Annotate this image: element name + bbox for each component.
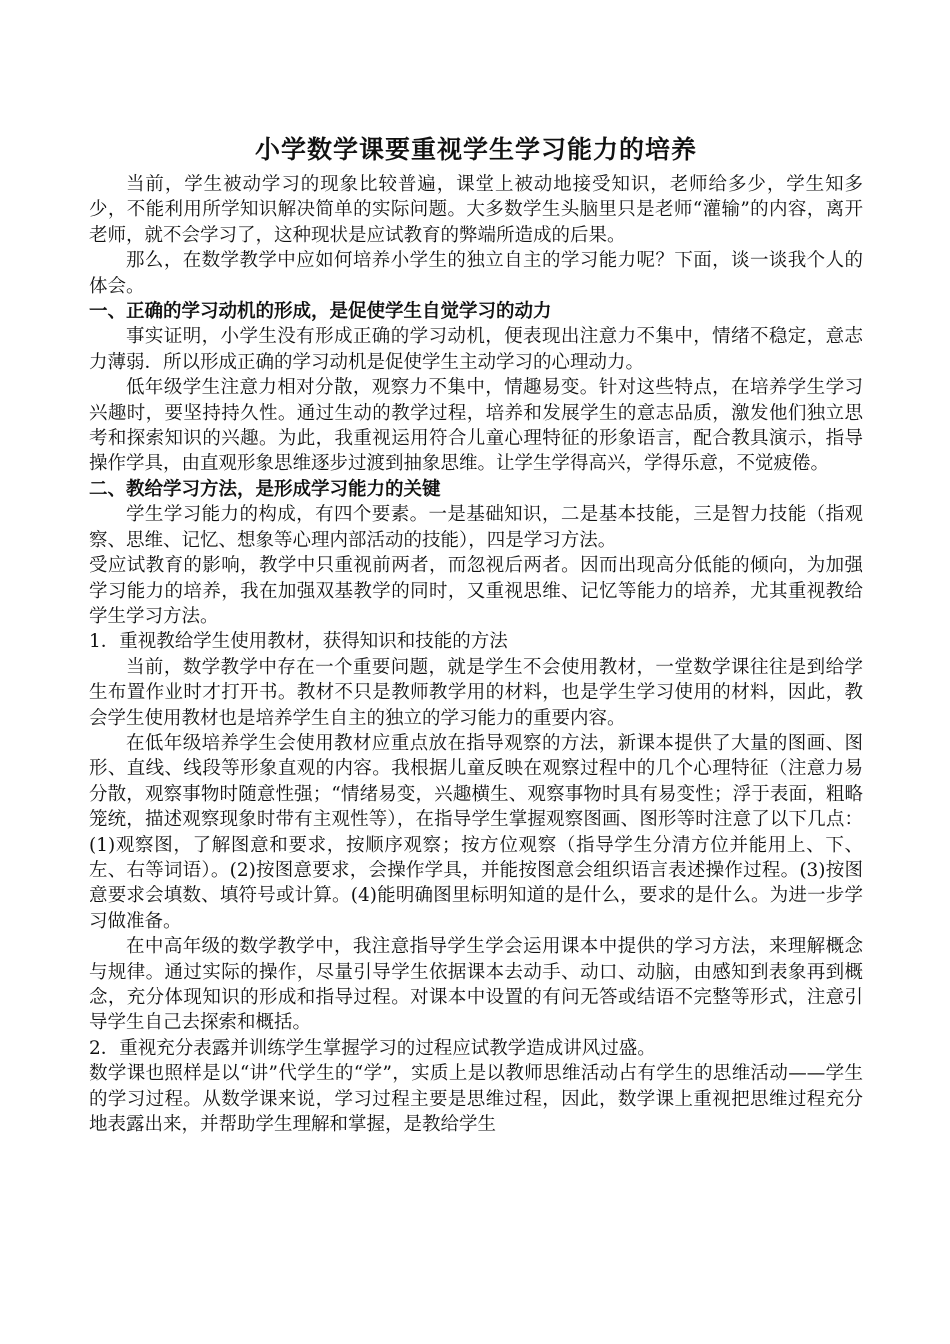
body-paragraph: 数学课也照样是以“讲”代学生的“学”，实质上是以教师思维活动占有学生的思维活动——学生的学习过程。从数学课来说，学习过程主要是思维过程，因此，数学课上重视把思维过程充分地表露出来，并帮助学生理解和掌握，是教给学生 bbox=[89, 1063, 863, 1136]
body-paragraph: 受应试教育的影响，教学中只重视前两者，而忽视后两者。因而出现高分低能的倾向，为加强学习能力的培养，我在加强双基教学的同时，又重视思维、记忆等能力的培养，尤其重视教给学生学习方法。 bbox=[89, 555, 863, 627]
body-paragraph: 在低年级培养学生会使用教材应重点放在指导观察的方法，新课本提供了大量的图画、图形、直线、线段等形象直观的内容。我根据儿童反映在观察过程中的几个心理特征（注意力易分散，观察事物时随意性强；“情绪易变，兴趣横生、观察事物时具有易变性；浮于表面，粗略笼统，描述观察现象时带有主观性等），在指导学生掌握观察图画、图形等时注意了以下几点：(1)观察图，了解图意和要求，按顺序观察；按方位观察（指导学生分清方位并能用上、下、左、右等词语）。(2)按图意要求，会操作学具，并能按图意会组织语言表述操作过程。(3)按图意要求会填数、填符号或计算。(4)能明确图里标明知道的是什么，要求的是什么。为进一步学习做准备。 bbox=[89, 732, 863, 932]
document-title: 小学数学课要重视学生学习能力的培养 bbox=[254, 135, 697, 164]
body-paragraph: 学生学习能力的构成，有四个要素。一是基础知识，二是基本技能，三是智力技能（指观察、思维、记忆、想象等心理内部活动的技能），四是学习方法。 bbox=[89, 504, 863, 551]
subsection-heading: 1．重视教给学生使用教材，获得知识和技能的方法 bbox=[89, 631, 508, 653]
document-body bbox=[89, 172, 863, 1137]
body-paragraph: 低年级学生注意力相对分散，观察力不集中，情趣易变。针对这些特点，在培养学生学习兴趣时，要坚持持久性。通过生动的教学过程，培养和发展学生的意志品质，激发他们独立思考和探索知识的兴趣。为此，我重视运用符合儿童心理特征的形象语言，配合教具演示，指导操作学具，由直观形象思维逐步过渡到抽象思维。让学生学得高兴，学得乐意，不觉疲倦。 bbox=[89, 377, 863, 475]
body-paragraph: 在中高年级的数学教学中，我注意指导学生学会运用课本中提供的学习方法，来理解概念与规律。通过实际的操作，尽量引导学生依据课本去动手、动口、动脑，由感知到表象再到概念，充分体现知识的形成和指导过程。对课本中设置的有问无答或结语不完整等形式，注意引导学生自己去探索和概括。 bbox=[89, 936, 863, 1034]
body-paragraph: 那么，在数学教学中应如何培养小学生的独立自主的学习能力呢？下面，谈一谈我个人的体会。 bbox=[89, 250, 863, 297]
section-heading: 一、正确的学习动机的形成，是促使学生自觉学习的动力 bbox=[89, 301, 552, 323]
subsection-heading: 2．重视充分表露并训练学生掌握学习的过程应试教学造成讲风过盛。 bbox=[89, 1037, 656, 1059]
section-heading: 二、教给学习方法，是形成学习能力的关键 bbox=[89, 478, 441, 500]
body-paragraph: 当前，数学教学中存在一个重要问题，就是学生不会使用教材，一堂数学课往往是到给学生布置作业时才打开书。教材不只是教师教学用的材料，也是学生学习使用的材料，因此，教会学生使用教材也是培养学生自主的独立的学习能力的重要内容。 bbox=[89, 656, 863, 729]
body-paragraph: 当前，学生被动学习的现象比较普遍，课堂上被动地接受知识，老师给多少，学生知多少，不能利用所学知识解决简单的实际问题。大多数学生头脑里只是老师“灌输”的内容，离开老师，就不会学习了，这种现状是应试教育的弊端所造成的后果。 bbox=[89, 174, 863, 246]
document-page bbox=[89, 132, 863, 1137]
body-paragraph: 事实证明，小学生没有形成正确的学习动机，便表现出注意力不集中，情绪不稳定，意志力薄弱．所以形成正确的学习动机是促使学生主动学习的心理动力。 bbox=[89, 326, 863, 373]
